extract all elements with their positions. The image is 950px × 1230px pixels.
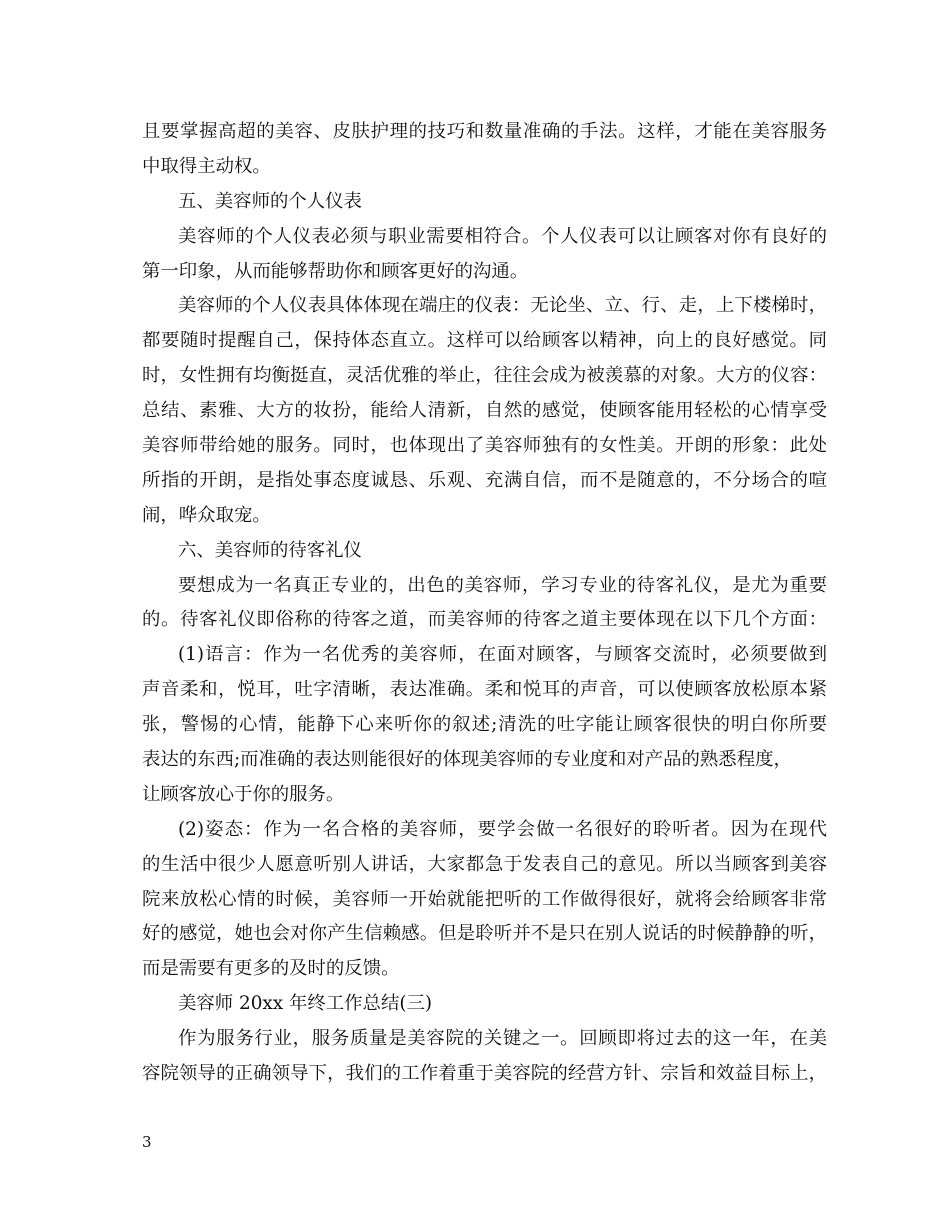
- text-line: 容院领导的正确领导下，我们的工作着重于美容院的经营方针、宗旨和效益目标上，: [142, 1063, 827, 1085]
- document-body: [142, 115, 827, 1092]
- text-line: 六、美容师的待客礼仪: [178, 539, 362, 561]
- text-line: 所指的开朗，是指处事态度诚恳、乐观、充满自信，而不是随意的，不分场合的喧: [142, 469, 827, 491]
- text-line: 的生活中很少人愿意听别人讲话，大家都急于发表自己的意见。所以当顾客到美容: [142, 853, 827, 875]
- text-line: 表达的东西;而准确的表达则能很好的体现美容师的专业度和对产品的熟悉程度，: [142, 749, 792, 771]
- text-line: 时，女性拥有均衡挺直，灵活优雅的举止，往往会成为被羡慕的对象。大方的仪容：: [142, 365, 827, 387]
- text-line: 要想成为一名真正专业的，出色的美容师，学习专业的待客礼仪，是尤为重要: [178, 574, 827, 596]
- text-line: 第一印象，从而能够帮助你和顾客更好的沟通。: [142, 260, 529, 282]
- text-line: 总结、素雅、大方的妆扮，能给人清新，自然的感觉，使顾客能用轻松的心情享受: [142, 400, 827, 422]
- text-line: 让顾客放心于你的服务。: [142, 783, 345, 805]
- text-line: 美容师的个人仪表必须与职业需要相符合。个人仪表可以让顾客对你有良好的: [178, 225, 827, 247]
- text-line: 院来放松心情的时候，美容师一开始就能把听的工作做得很好，就将会给顾客非常: [142, 888, 827, 910]
- text-line: 美容师 20xx 年终工作总结(三): [178, 993, 433, 1015]
- text-line: 而是需要有更多的及时的反馈。: [142, 958, 400, 980]
- text-line: 五、美容师的个人仪表: [178, 190, 362, 212]
- text-line: 都要随时提醒自己，保持体态直立。这样可以给顾客以精神，向上的良好感觉。同: [142, 330, 827, 352]
- text-line: 中取得主动权。: [142, 155, 271, 177]
- text-line: 的。待客礼仪即俗称的待客之道，而美容师的待客之道主要体现在以下几个方面：: [142, 609, 827, 631]
- text-line: (1)语言：作为一名优秀的美容师，在面对顾客，与顾客交流时，必须要做到: [178, 644, 827, 666]
- text-line: 美容师的个人仪表具体体现在端庄的仪表：无论坐、立、行、走，上下楼梯时，: [178, 295, 827, 317]
- text-line: 闹，哗众取宠。: [142, 504, 271, 526]
- text-line: (2)姿态：作为一名合格的美容师，要学会做一名很好的聆听者。因为在现代: [178, 818, 827, 840]
- text-line: 美容师带给她的服务。同时，也体现出了美容师独有的女性美。开朗的形象：此处: [142, 435, 827, 457]
- text-line: 张，警惕的心情，能静下心来听你的叙述;清洗的吐字能让顾客很快的明白你所要: [142, 714, 827, 736]
- text-line: 好的感觉，她也会对你产生信赖感。但是聆听并不是只在别人说话的时候静静的听，: [142, 923, 827, 945]
- page-number: 3: [142, 1133, 152, 1151]
- text-line: 作为服务行业，服务质量是美容院的关键之一。回顾即将过去的这一年，在美: [178, 1028, 827, 1050]
- text-line: 声音柔和，悦耳，吐字清晰，表达准确。柔和悦耳的声音，可以使顾客放松原本紧: [142, 679, 827, 701]
- text-line: 且要掌握高超的美容、皮肤护理的技巧和数量准确的手法。这样，才能在美容服务: [142, 121, 827, 142]
